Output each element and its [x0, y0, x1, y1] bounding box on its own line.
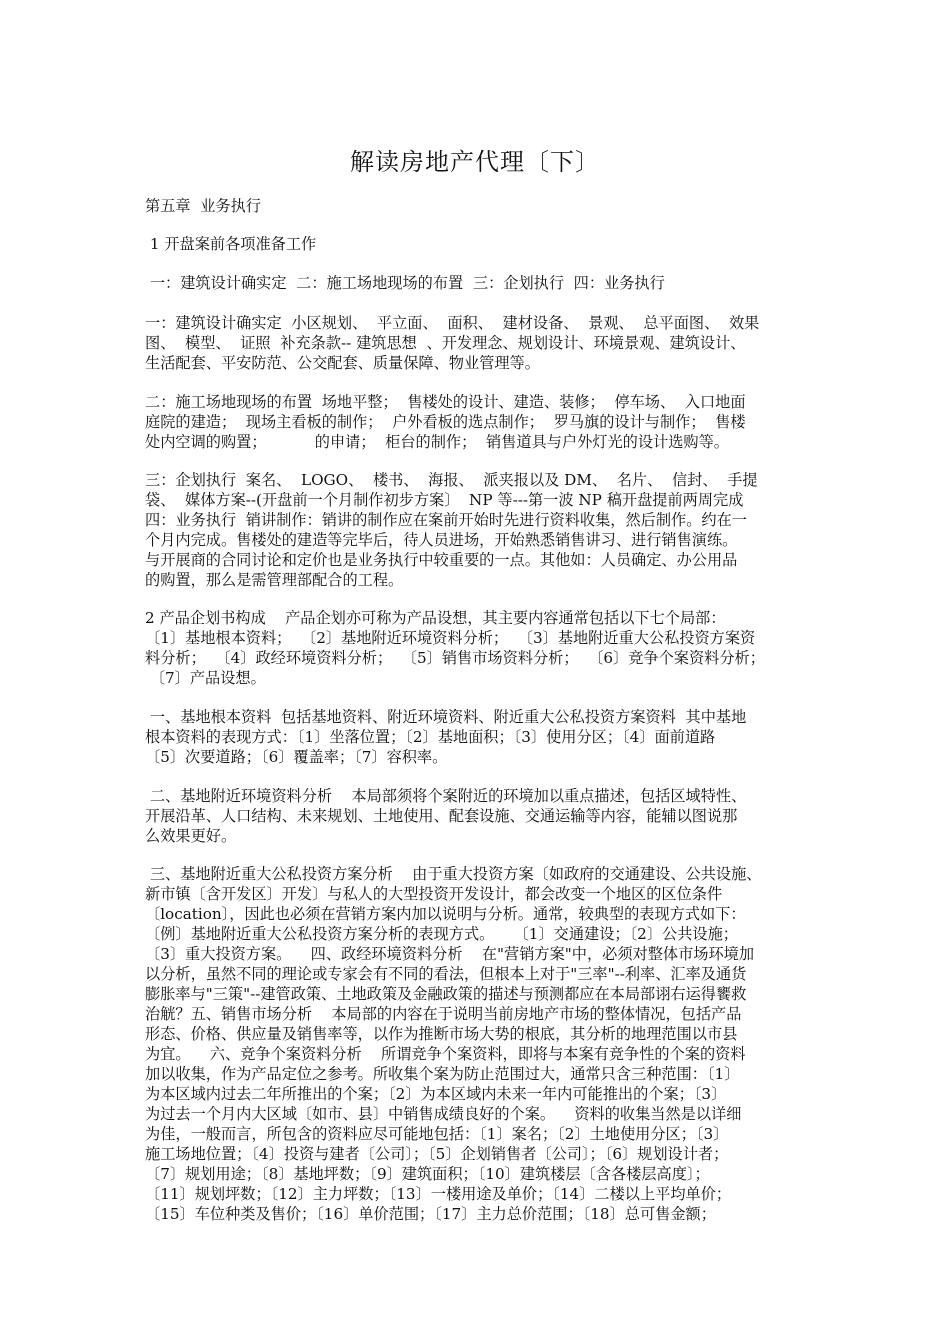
text-line: 庭院的建造； 现场主看板的制作； 户外看板的选点制作； 罗马旗的设计与制作； 售楼	[145, 413, 746, 431]
text-line: 么效果更好。	[145, 827, 237, 845]
text-line: 〔3〕重大投资方案。 四、政经环境资料分析 在"营销方案"中，必须对整体市场环境加	[145, 945, 755, 963]
text-line: 〔5〕次要道路；〔6〕覆盖率；〔7〕容积率。	[145, 748, 448, 766]
text-line: 为过去一个月内大区域〔如市、县〕中销售成绩良好的个案。 资料的收集当然是以详细	[145, 1105, 742, 1123]
text-line: 加以收集，作为产品定位之参考。所收集个案为防止范围过大，通常只含三种范围：〔1〕	[145, 1065, 740, 1083]
text-line: 个月内完成。售楼处的建造等完毕后，待人员进场，开始熟悉销售讲习、进行销售演练。	[145, 531, 738, 549]
text-line: 〔例〕基地附近重大公私投资方案分析的表现方式。 〔1〕交通建设；〔2〕公共设施；	[145, 925, 738, 943]
text-line: 一、基地根本资料 包括基地资料、附近环境资料、附近重大公私投资方案资料 其中基地	[145, 708, 747, 726]
text-line: 2 产品企划书构成 产品企划亦可称为产品设想，其主要内容通常包括以下七个局部：	[145, 609, 726, 627]
text-line: 袋、 媒体方案--(开盘前一个月制作初步方案〕 NP 等---第一波 NP 稿开盘提前两周完成	[145, 491, 744, 509]
text-line: 〔15〕车位种类及售价；〔16〕单价范围；〔17〕主力总价范围；〔18〕总可售金额；	[145, 1205, 716, 1223]
text-line: 第五章 业务执行	[145, 197, 261, 215]
text-line: 料分析； 〔4〕政经环境资料分析； 〔5〕销售市场资料分析； 〔6〕竞争个案资料分析；	[145, 649, 765, 667]
text-line: 一：建筑设计确实定 小区规划、 平立面、 面积、 建材设备、 景观、 总平面图、 效果	[145, 314, 760, 332]
text-line: 形态、价格、供应量及销售率等，以作为推断市场大势的根底，其分析的地理范围以市县	[145, 1025, 738, 1043]
text-line: 新市镇〔含开发区〕开发〕与私人的大型投资开发设计，都会改变一个地区的区位条件	[145, 885, 723, 903]
text-line: 根本资料的表现方式：〔1〕坐落位置；〔2〕基地面积；〔3〕使用分区；〔4〕面前道路	[145, 728, 716, 746]
text-line: 一：建筑设计确实定 二：施工场地现场的布置 三：企划执行 四：业务执行	[145, 274, 665, 292]
text-line: 三：企划执行 案名、 LOGO、 楼书、 海报、 派夹报以及 DM、 名片、 信封、 手提	[145, 471, 758, 489]
text-line: 〔11〕规划坪数；〔12〕主力坪数；〔13〕一楼用途及单价；〔14〕二楼以上平均单价；	[145, 1185, 732, 1203]
text-line: 〔7〕规划用途；〔8〕基地坪数；〔9〕建筑面积；〔10〕建筑楼层〔含各楼层高度〕；	[145, 1165, 710, 1183]
text-line: 二：施工场地现场的布置 场地平整； 售楼处的设计、建造、装修； 停车场、 入口地面	[145, 393, 746, 411]
text-line: 四：业务执行 销讲制作：销讲的制作应在案前开始时先进行资料收集，然后制作。约在一	[145, 511, 747, 529]
text-line: 图、 模型、 证照 补充条款-- 建筑思想 、开发理念、规划设计、环境景观、建筑设计、	[145, 334, 746, 352]
text-line: 为佳，一般而言，所包含的资料应尽可能地包括：〔1〕案名；〔2〕土地使用分区；〔3〕	[145, 1125, 729, 1143]
text-line: 膨胀率与"三策"--建管政策、土地政策及金融政策的描述与预测都应在本局部诩右运得饔救	[145, 985, 747, 1003]
text-line: 为宜。 六、竞争个案资料分析 所谓竞争个案资料，即将与本案有竞争性的个案的资料	[145, 1045, 746, 1063]
text-line: 开展沿革、人口结构、未来规划、土地使用、配套设施、交通运输等内容，能辅以图说那	[145, 807, 738, 825]
text-line: 的购置，那么是需管理部配合的工程。	[145, 571, 404, 589]
text-line: 以分析，虽然不同的理论或专家会有不同的看法，但根本上对于"三率"--利率、汇率及通货	[145, 965, 747, 983]
text-line: 与开展商的合同讨论和定价也是业务执行中较重要的一点。其他如：人员确定、办公用品	[145, 551, 738, 569]
text-line: 生活配套、平安防范、公交配套、质量保障、物业管理等。	[145, 354, 540, 372]
text-line: 施工场地位置；〔4〕投资与建者〔公司〕；〔5〕企划销售者〔公司〕；〔6〕规划设计者；	[145, 1145, 729, 1163]
text-line: 治觥？五、销售市场分析 本局部的内容在于说明当前房地产市场的整体情况，包括产品	[145, 1005, 742, 1023]
text-line: 〔1〕基地根本资料； 〔2〕基地附近环境资料分析； 〔3〕基地附近重大公私投资方案资	[145, 629, 756, 647]
text-line: 〔location〕，因此也必须在营销方案内加以说明与分析。通常，较典型的表现方式如下：	[145, 905, 746, 923]
text-line: 1 开盘案前各项准备工作	[145, 235, 317, 253]
text-line: 三、基地附近重大公私投资方案分析 由于重大投资方案〔如政府的交通建设、公共设施、	[145, 865, 762, 883]
document-title: 解读房地产代理〔下〕	[350, 148, 600, 176]
text-line: 二、基地附近环境资料分析 本局部须将个案附近的环境加以重点描述，包括区域特性、	[145, 787, 747, 805]
text-line: 为本区域内过去二年所推出的个案；〔2〕为本区域内未来一年内可能推出的个案；〔3〕	[145, 1085, 727, 1103]
text-line: 〔7〕产品设想。	[145, 669, 266, 687]
text-line: 处内空调的购置； 的申请； 柜台的制作； 销售道具与户外灯光的设计选购等。	[145, 433, 729, 451]
